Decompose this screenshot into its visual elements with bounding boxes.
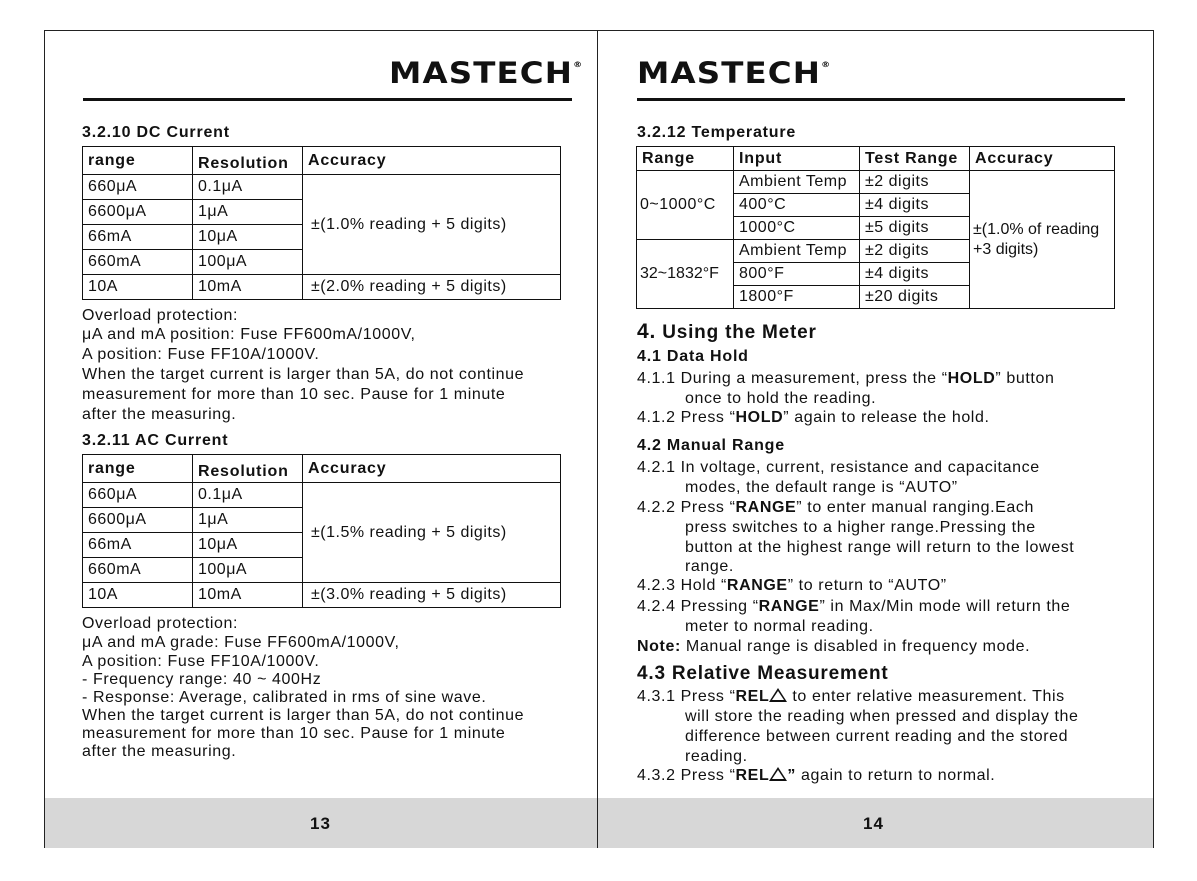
delta-triangle-icon xyxy=(769,688,787,702)
ac-current-title: 3.2.11 AC Current xyxy=(82,432,229,449)
ac-note-line: - Frequency range: 40 ~ 400Hz xyxy=(82,671,322,688)
mastech-logo-left: MASTECH® xyxy=(389,56,584,90)
section-4-3-heading: 4.3 Relative Measurement xyxy=(637,663,889,684)
temp-test-cell: ±2 digits xyxy=(860,240,970,263)
temp-input-cell: 800°F xyxy=(734,263,860,286)
section-4-1-heading: 4.1 Data Hold xyxy=(637,348,749,365)
temp-header-test-range: Test Range xyxy=(860,147,970,171)
step-4-2-1: 4.2.1 In voltage, current, resistance and capacitance xyxy=(637,459,1040,476)
dc-resolution-cell: 10mA xyxy=(193,275,303,300)
temp-test-cell: ±2 digits xyxy=(860,171,970,194)
dc-header-accuracy: Accuracy xyxy=(303,147,561,175)
temp-accuracy: ±(1.0% of reading +3 digits) xyxy=(970,171,1115,309)
page-divider xyxy=(597,30,598,848)
ac-note-line: A position: Fuse FF10A/1000V. xyxy=(82,653,320,670)
step-4-3-1-cont: will store the reading when pressed and display the xyxy=(685,708,1079,725)
step-4-1-1: 4.1.1 During a measurement, press the “HOLD” button xyxy=(637,370,1055,387)
ac-accuracy-10a: ±(3.0% reading + 5 digits) xyxy=(303,583,561,608)
temp-input-cell: 1800°F xyxy=(734,286,860,309)
page-number-14: 14 xyxy=(863,814,884,833)
dc-resolution-cell: 10μA xyxy=(193,225,303,250)
ac-note-line: When the target current is larger than 5A, do not continue xyxy=(82,707,525,724)
temp-header-range: Range xyxy=(637,147,734,171)
ac-range-cell: 660mA xyxy=(83,558,193,583)
ac-resolution-cell: 10mA xyxy=(193,583,303,608)
dc-range-cell: 66mA xyxy=(83,225,193,250)
dc-accuracy-10a: ±(2.0% reading + 5 digits) xyxy=(303,275,561,300)
dc-header-range: range xyxy=(83,147,193,175)
temp-input-cell: 400°C xyxy=(734,194,860,217)
dc-note-line: after the measuring. xyxy=(82,406,237,423)
dc-resolution-cell: 1μA xyxy=(193,200,303,225)
temp-input-cell: Ambient Temp xyxy=(734,240,860,263)
dc-range-cell: 6600μA xyxy=(83,200,193,225)
note-line: Note: Manual range is disabled in frequency mode. xyxy=(637,638,1031,655)
dc-note-line: Overload protection: xyxy=(82,307,239,324)
dc-note-line: measurement for more than 10 sec. Pause for 1 minute xyxy=(82,386,506,403)
temp-range-celsius: 0~1000°C xyxy=(637,171,734,240)
footer-left xyxy=(45,798,597,848)
temp-test-cell: ±20 digits xyxy=(860,286,970,309)
footer-right xyxy=(598,798,1153,848)
dc-note-line: When the target current is larger than 5A, do not continue xyxy=(82,366,525,383)
dc-note-line: A position: Fuse FF10A/1000V. xyxy=(82,346,320,363)
dc-accuracy-main: ±(1.0% reading + 5 digits) xyxy=(303,175,561,275)
temperature-title: 3.2.12 Temperature xyxy=(637,124,797,141)
step-4-3-1-cont: difference between current reading and the stored xyxy=(685,728,1069,745)
dc-resolution-cell: 0.1μA xyxy=(193,175,303,200)
ac-note-line: Overload protection: xyxy=(82,615,239,632)
ac-note-line: - Response: Average, calibrated in rms of sine wave. xyxy=(82,689,487,706)
step-4-2-4: 4.2.4 Pressing “RANGE” in Max/Min mode will return the xyxy=(637,598,1071,615)
ac-note-line: after the measuring. xyxy=(82,743,237,760)
step-4-3-2: 4.3.2 Press “REL ” again to return to normal. xyxy=(637,767,996,784)
step-4-3-1-cont: reading. xyxy=(685,748,748,765)
dc-header-resolution: Resolution xyxy=(193,147,303,175)
step-4-1-1-cont: once to hold the reading. xyxy=(685,390,877,407)
ac-resolution-cell: 100μA xyxy=(193,558,303,583)
dc-resolution-cell: 100μA xyxy=(193,250,303,275)
step-4-2-2-cont: press switches to a higher range.Pressing the xyxy=(685,519,1036,536)
step-4-2-2-cont: button at the highest range will return to the lowest xyxy=(685,539,1075,556)
delta-triangle-icon xyxy=(769,767,787,781)
temp-test-cell: ±4 digits xyxy=(860,263,970,286)
ac-current-table xyxy=(82,454,561,608)
ac-header-accuracy: Accuracy xyxy=(303,455,561,483)
mastech-logo-right: MASTECH® xyxy=(637,56,832,90)
section-4-2-heading: 4.2 Manual Range xyxy=(637,437,785,454)
dc-current-title: 3.2.10 DC Current xyxy=(82,124,230,141)
step-4-2-2: 4.2.2 Press “RANGE” to enter manual ranging.Each xyxy=(637,499,1034,516)
ac-accuracy-main: ±(1.5% reading + 5 digits) xyxy=(303,483,561,583)
temp-test-cell: ±5 digits xyxy=(860,217,970,240)
ac-resolution-cell: 1μA xyxy=(193,508,303,533)
step-4-1-2: 4.1.2 Press “HOLD” again to release the hold. xyxy=(637,409,990,426)
ac-range-cell: 10A xyxy=(83,583,193,608)
step-4-3-1: 4.3.1 Press “REL to enter relative measurement. This xyxy=(637,688,1065,705)
header-rule-left xyxy=(83,98,572,101)
dc-range-cell: 10A xyxy=(83,275,193,300)
step-4-2-2-cont: range. xyxy=(685,558,734,575)
ac-resolution-cell: 0.1μA xyxy=(193,483,303,508)
ac-header-range: range xyxy=(83,455,193,483)
header-rule-right xyxy=(637,98,1125,101)
temperature-table xyxy=(636,146,1115,309)
step-4-2-1-cont: modes, the default range is “AUTO” xyxy=(685,479,958,496)
ac-note-line: μA and mA grade: Fuse FF600mA/1000V, xyxy=(82,634,400,651)
step-4-2-4-cont: meter to normal reading. xyxy=(685,618,874,635)
ac-range-cell: 6600μA xyxy=(83,508,193,533)
page-number-13: 13 xyxy=(310,814,331,833)
step-4-2-3: 4.2.3 Hold “RANGE” to return to “AUTO” xyxy=(637,577,947,594)
dc-current-table xyxy=(82,146,561,300)
ac-resolution-cell: 10μA xyxy=(193,533,303,558)
section-4-heading: 4. Using the Meter xyxy=(637,320,817,343)
ac-note-line: measurement for more than 10 sec. Pause for 1 minute xyxy=(82,725,506,742)
ac-range-cell: 660μA xyxy=(83,483,193,508)
dc-note-line: μA and mA position: Fuse FF600mA/1000V, xyxy=(82,326,416,343)
dc-range-cell: 660mA xyxy=(83,250,193,275)
ac-header-resolution: Resolution xyxy=(193,455,303,483)
temp-header-input: Input xyxy=(734,147,860,171)
temp-header-accuracy: Accuracy xyxy=(970,147,1115,171)
temp-range-fahrenheit: 32~1832°F xyxy=(637,240,734,309)
dc-range-cell: 660μA xyxy=(83,175,193,200)
temp-input-cell: 1000°C xyxy=(734,217,860,240)
ac-range-cell: 66mA xyxy=(83,533,193,558)
temp-test-cell: ±4 digits xyxy=(860,194,970,217)
temp-input-cell: Ambient Temp xyxy=(734,171,860,194)
